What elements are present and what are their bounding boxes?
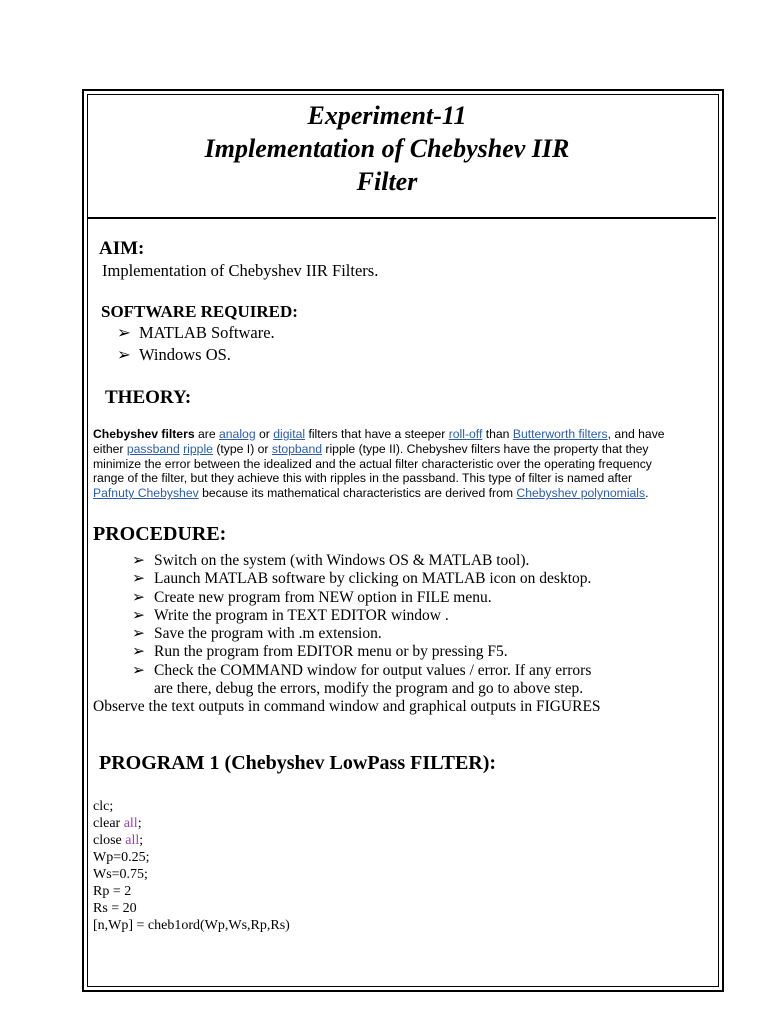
procedure-observe-note: Observe the text outputs in command window and graphical outputs in FIGURES (93, 698, 601, 715)
theory-term: Chebyshev filters (93, 427, 195, 441)
program-heading: PROGRAM 1 (Chebyshev LowPass FILTER): (99, 752, 497, 774)
theory-heading: THEORY: (105, 387, 192, 408)
software-item (117, 346, 231, 364)
experiment-subtitle-line1: Implementation of Chebyshev IIR (204, 134, 570, 163)
software-item-label: MATLAB Software. (139, 323, 275, 342)
arrow-bullet-icon: ➢ (132, 661, 145, 679)
link-passband[interactable]: passband (126, 441, 180, 456)
arrow-bullet-icon: ➢ (117, 345, 131, 364)
code-line: clear all; (93, 816, 142, 831)
arrow-bullet-icon: ➢ (132, 625, 145, 643)
software-item (117, 324, 275, 342)
link-ripple[interactable]: ripple (183, 441, 213, 456)
arrow-bullet-icon: ➢ (117, 323, 131, 342)
software-item-label: Windows OS. (139, 345, 231, 364)
procedure-heading: PROCEDURE: (93, 523, 227, 545)
procedure-step: ➢ Check the COMMAND window for output values / error. If any errors (132, 661, 592, 679)
procedure-step: ➢ Save the program with .m extension. (132, 625, 382, 643)
code-keyword: all (123, 816, 138, 831)
code-line: clc; (93, 799, 114, 814)
procedure-step: ➢ Run the program from EDITOR menu or by pressing F5. (132, 643, 508, 661)
code-line: Rs = 20 (93, 901, 137, 916)
procedure-step: ➢ Write the program in TEXT EDITOR window . (132, 606, 449, 624)
code-keyword: all (125, 833, 140, 848)
procedure-step: ➢ Launch MATLAB software by clicking on MATLAB icon on desktop. (132, 570, 592, 588)
experiment-title: Experiment-11 (307, 101, 467, 130)
theory-paragraph: Chebyshev filters are analog or digital filters that have a steeper roll-off than Butterworth filters, and have either passband ripple (type I) or stopband ripple (type II). Chebyshev filters have the property that they minimize the error between the idealized and the actual filter characteristic over the operating frequency range of the filter, but they achieve this with ripples in the passband. This type of filter is named after Pafnuty Chebyshev because its mathematical characteristics are derived from Chebyshev polynomials. (93, 427, 665, 501)
code-line: close all; (93, 833, 144, 848)
aim-text: Implementation of Chebyshev IIR Filters. (102, 261, 379, 280)
link-pafnuty-chebyshev[interactable]: Pafnuty Chebyshev (93, 486, 199, 501)
arrow-bullet-icon: ➢ (132, 552, 145, 569)
software-heading: SOFTWARE REQUIRED: (101, 302, 298, 321)
experiment-subtitle-line2: Filter (356, 167, 418, 196)
code-line: Rp = 2 (93, 884, 132, 899)
code-line: Wp=0.25; (93, 850, 150, 865)
header-divider (88, 217, 716, 219)
arrow-bullet-icon: ➢ (132, 643, 145, 661)
link-digital[interactable]: digital (273, 427, 306, 441)
code-line: Ws=0.75; (93, 867, 148, 882)
link-analog[interactable]: analog (219, 427, 256, 441)
link-roll-off[interactable]: roll-off (448, 427, 483, 441)
code-line: [n,Wp] = cheb1ord(Wp,Ws,Rp,Rs) (93, 918, 290, 933)
procedure-step: ➢ Switch on the system (with Windows OS & MATLAB tool). (132, 552, 530, 569)
arrow-bullet-icon: ➢ (132, 606, 145, 624)
procedure-step-continuation: are there, debug the errors, modify the program and go to above step. (154, 680, 584, 698)
link-stopband[interactable]: stopband (271, 441, 323, 456)
procedure-step: ➢ Create new program from NEW option in FILE menu. (132, 588, 492, 606)
arrow-bullet-icon: ➢ (132, 570, 145, 588)
link-butterworth-filters[interactable]: Butterworth filters (512, 427, 608, 441)
aim-heading: AIM: (99, 238, 145, 259)
link-chebyshev-polynomials[interactable]: Chebyshev polynomials (516, 486, 646, 501)
arrow-bullet-icon: ➢ (132, 588, 145, 606)
procedure-steps (132, 552, 591, 698)
program-code (93, 798, 290, 934)
